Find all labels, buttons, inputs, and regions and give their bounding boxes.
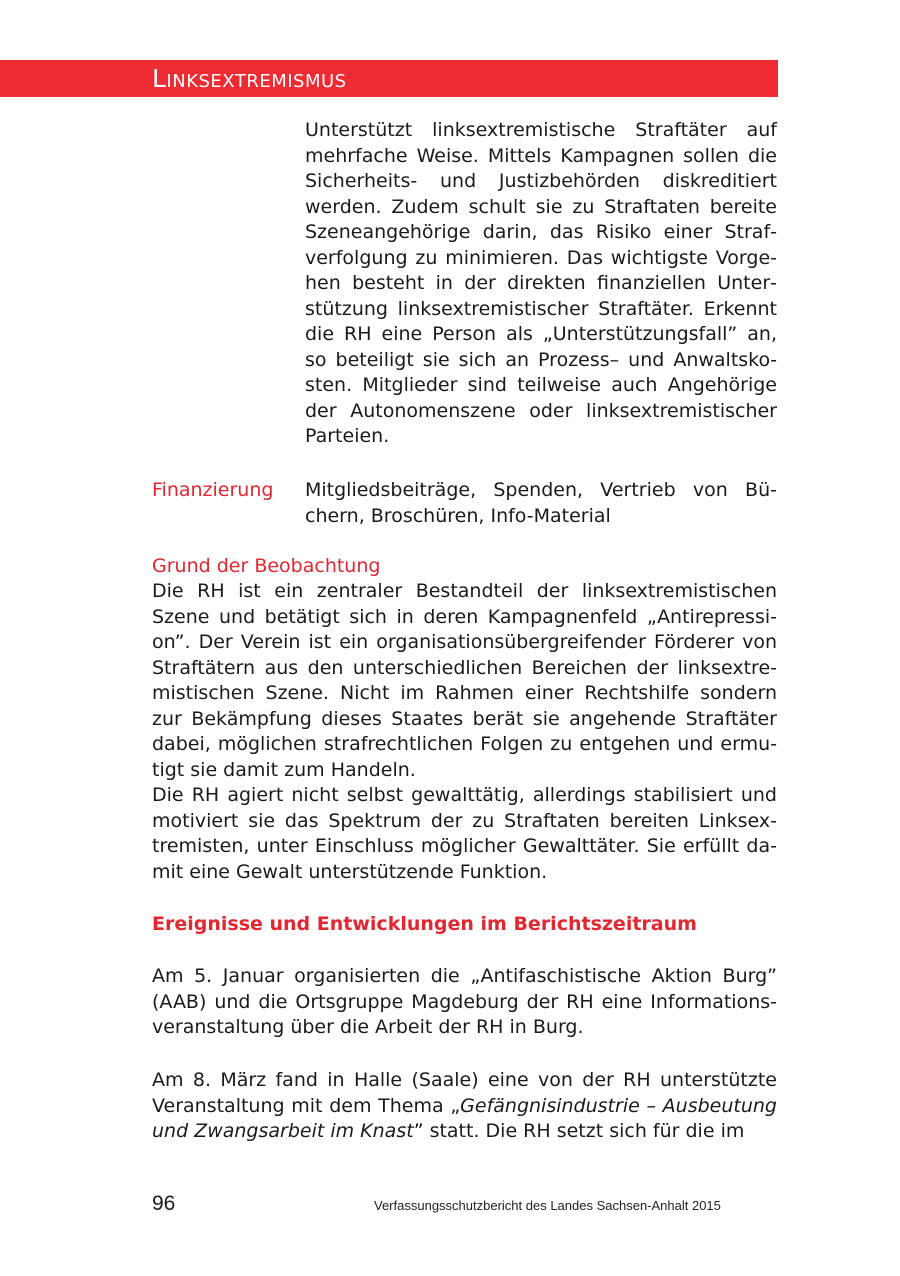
event2-text-before: Am 8. März fand in Halle (Saale) eine von der RH unterstützte Veranstaltung mit dem Thema „: [152, 1069, 777, 1117]
financing-label: Finanzierung: [152, 479, 274, 501]
intro-paragraph: Unterstützt linksextremistische Straftäter auf mehrfache Weise. Mittels Kampagnen sollen die Sicherheits- und Justizbehörden diskreditiert werden. Zudem schult sie zu Straftaten bereite Szeneangehörige darin, das Risiko einer Strafverfolgung zu minimieren. Das wichtigste Vorgehen besteht in der direkten finanziellen Unterstützung linksextremistischer Straftäter. Erkennt die RH eine Person als „Unterstützungsfall” an, so beteiligt sie sich an Prozess– und Anwaltskosten. Mitglieder sind teilweise auch Angehörige der Autonomenszene oder linksextremistischer Parteien.: [305, 119, 777, 447]
section-title: Linksextremismus: [152, 64, 347, 93]
footer-report-title: Verfassungsschutzbericht des Landes Sachsen-Anhalt 2015: [374, 1198, 721, 1213]
event2-text-after: ” statt. Die RH setzt sich für die im: [413, 1120, 745, 1142]
observation-heading: Grund der Beobachtung: [152, 555, 381, 577]
event2-topic: Gefängnisindustrie – Ausbeutung und Zwangsarbeit im Knast: [152, 1094, 777, 1142]
page-number: 96: [152, 1192, 176, 1215]
financing-text: Mitgliedsbeiträge, Spenden, Vertrieb von Büchern, Broschüren, Info-Material: [305, 479, 777, 527]
event-paragraph-1: Am 5. Januar organisierten die „Antifaschistische Aktion Burg” (AAB) und die Ortsgruppe Magdeburg der RH eine Informationsveranstaltung über die Arbeit der RH in Burg.: [152, 965, 777, 1038]
events-heading: Ereignisse und Entwicklungen im Berichtszeitraum: [152, 913, 697, 935]
observation-paragraph-1: Die RH ist ein zentraler Bestandteil der linksextremistischen Szene und betätigt sich in deren Kampagnenfeld „Antirepression”. Der Verein ist ein organisationsübergreifender Förderer von Straftätern aus den unterschiedlichen Bereichen der linksextremistischen Szene. Nicht im Rahmen einer Rechtshilfe sondern zur Bekämpfung dieses Staates berät sie angehende Straftäter dabei, möglichen strafrechtlichen Folgen zu entgehen und ermutigt sie damit zum Handeln.: [152, 580, 777, 781]
event-paragraph-2: [152, 1068, 777, 1145]
observation-body: [152, 579, 777, 885]
observation-paragraph-2: Die RH agiert nicht selbst gewalttätig, allerdings stabilisiert und motiviert sie das Spektrum der zu Straftaten bereiten Linksextremisten, unter Einschluss möglicher Gewalttäter. Sie erfüllt damit eine Gewalt unterstützende Funktion.: [152, 784, 777, 883]
header-bar: [0, 60, 778, 97]
